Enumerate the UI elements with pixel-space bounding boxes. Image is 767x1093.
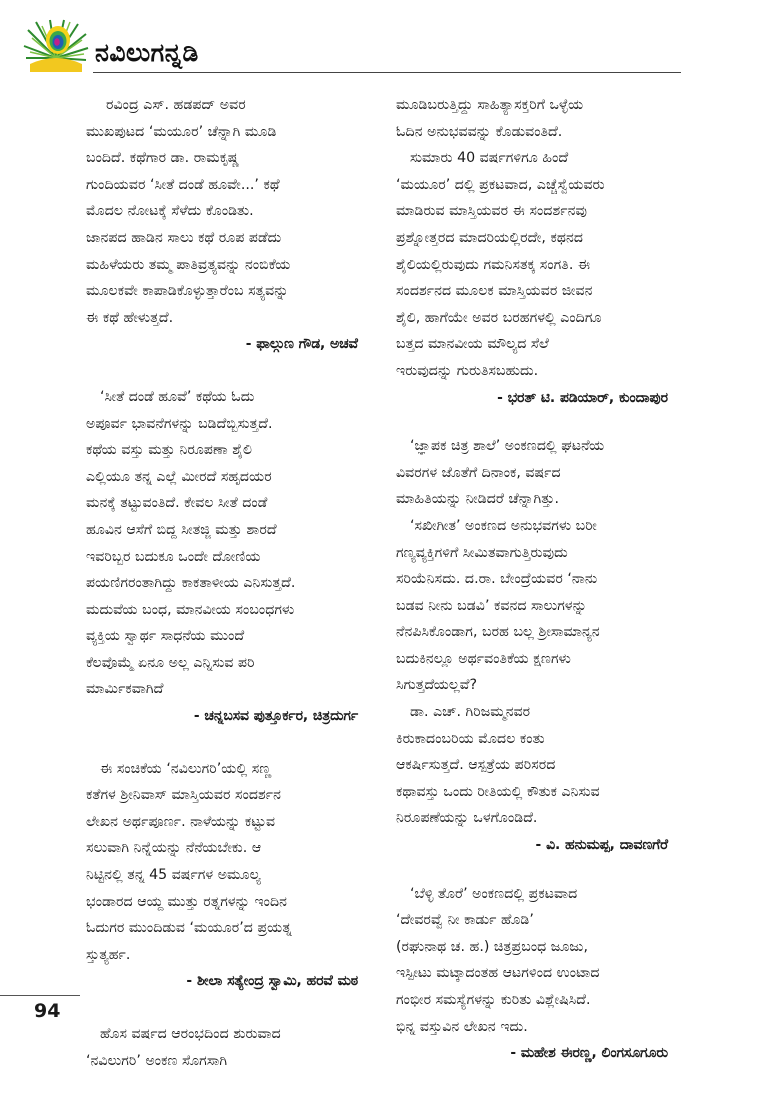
text-line: ಮೂಡಿಬರುತ್ತಿದ್ದು ಸಾಹಿತ್ಯಾಸಕ್ತರಿಗೆ ಒಳ್ಳೆಯ [396,97,584,113]
text-line: ಸಂದರ್ಶನದ ಮೂಲಕ ಮಾಸ್ತಿಯವರ ಜೀವನ [396,283,593,300]
text-line: ಗಣ್ಯವ್ಯಕ್ತಿಗಳಿಗೆ ಸೀಮಿತವಾಗುತ್ತಿರುವುದು [396,544,568,561]
text-line: ಆಕರ್ಷಿಸುತ್ತದೆ. ಆಸ್ಪತ್ರೆಯ ಪರಿಸರದ [396,757,556,774]
text-line: ಸುಮಾರು 40 ವರ್ಷಗಳಿಗೂ ಹಿಂದೆ [410,150,569,167]
text-line: ಈ ಸಂಚಿಕೆಯ ‘ನವಿಲುಗರಿ’ಯಲ್ಲಿ ಸಣ್ಣ [100,760,272,777]
text-line: ಗುಂದಿಯವರ ‘ಸೀತೆ ದಂಡೆ ಹೂವೇ...’ ಕಥೆ [86,176,280,193]
letter-4-continued [396,92,668,411]
text-line: ಮೊದಲ ನೋಟಕ್ಕೆ ಸೆಳೆದು ಕೊಂಡಿತು. [86,203,254,220]
text-line: ನಿರೂಪಣೆಯನ್ನು ಒಳಗೊಂಡಿದೆ. [396,810,538,827]
text-line: ಭಿನ್ನ ವಸ್ತುವಿನ ಲೇಖನ ಇದು. [396,1018,528,1035]
text-line: ಇರುವುದನ್ನು ಗುರುತಿಸಬಹುದು. [396,362,539,379]
footer-divider [0,995,80,996]
text-line: ಮಾಡಿರುವ ಮಾಸ್ತಿಯವರ ಈ ಸಂದರ್ಶನವು [396,203,588,220]
letter-6 [396,881,668,1067]
peacock-feather-logo [22,18,90,72]
text-line: ವಿವರಗಳ ಜೊತೆಗೆ ದಿನಾಂಕ, ವರ್ಷದ [396,464,561,481]
text-line: ‘ಬೆಳ್ಳಿ ತೊರೆ’ ಅಂಕಣದಲ್ಲಿ ಪ್ರಕಟವಾದ [410,885,578,902]
letter-5 [396,433,668,859]
magazine-title: ನವಿಲುಗನ್ನಡಿ [95,38,199,67]
text-line: ಡಾ. ಎಚ್. ಗಿರಿಜಮ್ಮನವರ [410,704,531,721]
letter-1 [86,92,358,358]
text-line: ಲೇಖನ ಅರ್ಥಪೂರ್ಣ. ನಾಳೆಯನ್ನು ಕಟ್ಟುವ [86,813,276,830]
text-line: ಮದುವೆಯ ಬಂಧ, ಮಾನವೀಯ ಸಂಬಂಧಗಳು [86,601,295,618]
text-line: ಸಲುವಾಗಿ ನಿನ್ನೆಯನ್ನು ನೆನೆಯಬೇಕು. ಆ [86,840,262,857]
text-line: ನಿಟ್ಟಿನಲ್ಲಿ ತನ್ನ 45 ವರ್ಷಗಳ ಅಮೂಲ್ಯ [86,867,261,884]
text-line: ಸರಿಯೆನಿಸದು. ದ.ರಾ. ಬೇಂದ್ರೆಯವರ ‘ನಾನು [396,571,598,588]
text-line: ‘ಜ್ಞಾಪಕ ಚಿತ್ರ ಶಾಲೆ’ ಅಂಕಣದಲ್ಲಿ ಘಟನೆಯ [410,438,605,455]
letter-signature: - ಫಾಲ್ಗುಣ ಗೌಡ, ಅಚವೆ [245,336,358,353]
text-line: ‘ಸಖೀಗೀತ’ ಅಂಕಣದ ಅನುಭವಗಳು ಬರೀ [410,517,597,534]
text-line: (ರಘುನಾಥ ಚ. ಹ.) ಚಿತ್ರಪ್ರಬಂಧ ಜೂಜು, [396,938,588,955]
letter-signature: - ವಿ. ಹನುಮಪ್ಪ, ದಾವಣಗೆರೆ [535,837,668,854]
text-line: ಮಹಿಳೆಯರು ತಮ್ಮ ಪಾತಿವ್ರತ್ಯವನ್ನು ನಂಬಿಕೆಯ [86,256,291,273]
text-line: ಪಯಣಿಗರಂತಾಗಿದ್ದು ಕಾಕತಾಳೀಯ ಎನಿಸುತ್ತದೆ. [86,575,296,592]
text-line: ಮನಕ್ಕೆ ತಟ್ಟುವಂತಿದೆ. ಕೇವಲ ಸೀತೆ ದಂಡೆ [86,495,268,512]
text-line: ಇವರಿಬ್ಬರ ಬದುಕೂ ಒಂದೇ ದೋಣಿಯ [86,548,261,565]
text-line: ಸ್ತುತ್ಯರ್ಹ. [86,946,131,963]
text-line: ಓದಿನ ಅನುಭವವನ್ನು ಕೊಡುವಂತಿದೆ. [396,123,563,140]
text-line: ಕಥೆಯ ವಸ್ತು ಮತ್ತು ನಿರೂಪಣಾ ಶೈಲಿ [86,442,253,459]
text-line: ಗಂಭೀರ ಸಮಸ್ಯೆಗಳನ್ನು ಕುರಿತು ವಿಶ್ಲೇಷಿಸಿದೆ. [396,992,591,1008]
text-line: ಈ ಕಥೆ ಹೇಳುತ್ತದೆ. [86,309,174,326]
text-line: ‘ಸೀತೆ ದಂಡೆ ಹೂವೆ’ ಕಥೆಯ ಓದು [100,388,255,405]
header-divider [93,72,681,73]
text-line: ಬತ್ತದ ಮಾನವೀಯ ಮೌಲ್ಯದ ಸೆಲೆ [396,336,549,353]
text-line: ಭಂಡಾರದ ಆಯ್ದ ಮುತ್ತು ರತ್ನಗಳನ್ನು ಇಂದಿನ [86,893,288,910]
text-line: ಓದುಗರ ಮುಂದಿಡುವ ‘ಮಯೂರ’ದ ಪ್ರಯತ್ನ [86,920,292,937]
text-line: ಶೈಲಿಯಲ್ಲಿರುವುದು ಗಮನಿಸತಕ್ಕ ಸಂಗತಿ. ಈ [396,256,591,273]
text-line: ಮುಖಪುಟದ ‘ಮಯೂರ’ ಚೆನ್ನಾಗಿ ಮೂಡಿ [86,123,277,140]
text-line: ಶೈಲಿ, ಹಾಗೆಯೇ ಅವರ ಬರಹಗಳಲ್ಲಿ ಎಂದಿಗೂ [396,309,602,326]
text-line: ಪ್ರಶ್ನೋತ್ತರದ ಮಾದರಿಯಲ್ಲಿರದೇ, ಕಥನದ [396,229,584,246]
text-line: ನೆನಪಿಸಿಕೊಂಡಾಗ, ಬರಹ ಬಲ್ಲ ಶ್ರೀಸಾಮಾನ್ಯನ [396,624,600,641]
text-line: ರವಿಂದ್ರ ಎಸ್. ಹಡಪದ್ ಅವರ [106,97,246,113]
text-line: ‘ಮಯೂರ’ ದಲ್ಲಿ ಪ್ರಕಟವಾದ, ಎಚ್ಚೆಸ್ವೆಯವರು [396,176,605,193]
text-line: ಎಲ್ಲಿಯೂ ತನ್ನ ಎಲ್ಲೆ ಮೀರದೆ ಸಹೃದಯರ [86,468,272,485]
letter-4 [86,1021,358,1074]
text-line: ಕಥಾವಸ್ತು ಒಂದು ರೀತಿಯಲ್ಲಿ ಕೌತುಕ ಎನಿಸುವ [396,783,600,800]
right-column [396,92,668,1067]
text-line: ‘ದೇವರವ್ವೆ ನೀ ಕಾರ್ಡು ಹೊಡಿ’ [396,912,534,929]
left-column [86,92,358,1074]
text-line: ಮಾಹಿತಿಯನ್ನು ನೀಡಿದರೆ ಚೆನ್ನಾಗಿತ್ತು. [396,491,560,508]
page-header [0,0,767,80]
text-line: ಹೊಸ ವರ್ಷದ ಆರಂಭದಿಂದ ಶುರುವಾದ [100,1026,281,1042]
text-line: ಜಾನಪದ ಹಾಡಿನ ಸಾಲು ಕಥೆ ರೂಪ ಪಡೆದು [86,229,282,246]
text-line: ಮೂಲಕವೇ ಕಾಪಾಡಿಕೊಳ್ಳುತ್ತಾರೆಂಬ ಸತ್ಯವನ್ನು [86,283,289,300]
text-line: ಇಸ್ಪೀಟು ಮಟ್ಕಾದಂತಹ ಆಟಗಳಿಂದ ಉಂಟಾದ [396,965,600,982]
text-line: ಕಿರುಕಾದಂಬರಿಯ ಮೊದಲ ಕಂತು [396,730,545,747]
page-number: 94 [34,1000,61,1022]
text-line: ಬಡವ ನೀನು ಬಡವಿ’ ಕವನದ ಸಾಲುಗಳನ್ನು [396,597,587,614]
text-line: ಅಪೂರ್ವ ಭಾವನೆಗಳನ್ನು ಬಡಿದೆಬ್ಬಿಸುತ್ತದೆ. [86,415,273,432]
letter-3 [86,756,358,995]
text-line: ಕೆಲವೊಮ್ಮೆ ಏನೂ ಅಲ್ಲ ಎನ್ನಿಸುವ ಪರಿ [86,654,255,671]
text-line: ವ್ಯಕ್ತಿಯ ಸ್ವಾರ್ಥ ಸಾಧನೆಯ ಮುಂದೆ [86,628,245,645]
text-line: ಬದುಕಿನಲ್ಲೂ ಅರ್ಥವಂತಿಕೆಯ ಕ್ಷಣಗಳು [396,650,571,667]
text-line: ಕತೆಗಳ ಶ್ರೀನಿವಾಸ್ ಮಾಸ್ತಿಯವರ ಸಂದರ್ಶನ [86,787,282,804]
text-line: ಹೂವಿನ ಆಸೆಗೆ ಬಿದ್ದ ಸೀತಜ್ಜಿ ಮತ್ತು ಶಾರದೆ [86,521,277,538]
letter-2 [86,384,358,730]
text-line: ಬಂದಿದೆ. ಕಥೆಗಾರ ಡಾ. ರಾಮಕೃಷ್ಣ [86,150,240,167]
text-line: ಸಿಗುತ್ತದೆಯಲ್ಲವೆ? [396,677,478,694]
letter-signature: - ಚನ್ನಬಸವ ಪುತ್ತೂರ್ಕರ, ಚಿತ್ರದುರ್ಗ [193,708,358,725]
letter-signature: - ಭರತ್ ಟಿ. ಪಡಿಯಾರ್, ಕುಂದಾಪುರ [497,389,668,406]
text-line: ‘ನವಿಲುಗರಿ’ ಅಂಕಣ ಸೊಗಸಾಗಿ [86,1052,228,1069]
text-line: ಮಾರ್ಮಿಕವಾಗಿದೆ [86,681,164,698]
letter-signature: - ಶೀಲಾ ಸತ್ಯೇಂದ್ರ ಸ್ವಾಮಿ, ಹರವೆ ಮಠ [186,973,358,990]
letter-signature: - ಮಹೇಶ ಈರಣ್ಣ, ಲಿಂಗಸೂಗೂರು [510,1045,668,1062]
